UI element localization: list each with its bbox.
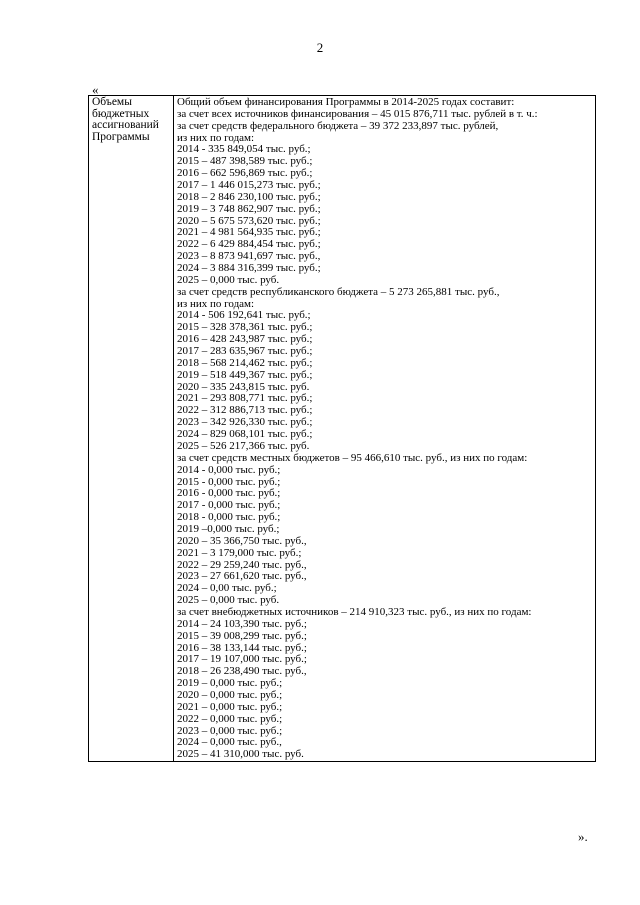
funding-line: 2018 – 2 846 230,100 тыс. руб.; [177, 191, 321, 203]
funding-line: 2020 – 335 243,815 тыс. руб. [177, 381, 310, 393]
funding-line: 2015 – 328 378,361 тыс. руб.; [177, 322, 313, 334]
funding-line: 2023 – 27 661,620 тыс. руб., [177, 571, 307, 583]
closing-quote-mark: ». [578, 829, 588, 844]
funding-line: 2024 – 829 068,101 тыс. руб.; [177, 429, 313, 441]
funding-line: 2016 – 38 133,144 тыс. руб.; [177, 642, 307, 654]
row-label-line: Программы [92, 130, 150, 143]
funding-table [88, 95, 596, 762]
row-label-line: ассигнований [92, 119, 159, 132]
funding-line: из них по годам: [177, 132, 255, 144]
funding-line: 2020 – 0,000 тыс. руб.; [177, 689, 283, 701]
funding-line: 2019 – 3 748 862,907 тыс. руб.; [177, 203, 321, 215]
row-label-cell [89, 96, 174, 762]
funding-line: 2023 – 0,000 тыс. руб.; [177, 725, 283, 737]
funding-line: 2017 - 0,000 тыс. руб.; [177, 500, 281, 512]
funding-line: 2020 – 5 675 573,620 тыс. руб.; [177, 215, 321, 227]
funding-line: 2022 – 0,000 тыс. руб.; [177, 713, 283, 725]
funding-line: 2025 – 526 217,366 тыс. руб. [177, 440, 310, 452]
opening-quote-mark: « [92, 82, 99, 97]
funding-line: 2022 – 29 259,240 тыс. руб., [177, 559, 307, 571]
funding-line: 2022 – 312 886,713 тыс. руб.; [177, 405, 313, 417]
funding-line: 2021 – 293 808,771 тыс. руб.; [177, 393, 313, 405]
funding-line: 2025 – 41 310,000 тыс. руб. [177, 749, 304, 761]
funding-line: 2022 – 6 429 884,454 тыс. руб.; [177, 239, 321, 251]
funding-row [89, 96, 596, 762]
funding-line: 2025 – 0,000 тыс. руб. [177, 595, 280, 607]
funding-line: 2024 – 3 884 316,399 тыс. руб.; [177, 263, 321, 275]
funding-line: 2019 – 518 449,367 тыс. руб.; [177, 369, 313, 381]
page-number: 2 [316, 40, 324, 55]
funding-line: за счет средств местных бюджетов – 95 466,610 тыс. руб., из них по годам: [177, 452, 528, 464]
funding-line: 2017 – 19 107,000 тыс. руб.; [177, 654, 307, 666]
funding-line: 2024 – 0,000 тыс. руб., [177, 737, 282, 749]
funding-line: за счет внебюджетных источников – 214 910,323 тыс. руб., из них по годам: [177, 606, 532, 618]
funding-line: 2025 – 0,000 тыс. руб. [177, 274, 280, 286]
row-label-line: Объемы [92, 96, 132, 108]
funding-line: 2023 – 8 873 941,697 тыс. руб., [177, 251, 321, 263]
funding-line: 2014 - 506 192,641 тыс. руб.; [177, 310, 311, 322]
funding-line: 2018 – 26 238,490 тыс. руб., [177, 666, 307, 678]
funding-line: 2015 – 39 008,299 тыс. руб.; [177, 630, 307, 642]
funding-line: 2015 - 0,000 тыс. руб.; [177, 476, 281, 488]
funding-line: Общий объем финансирования Программы в 2014-2025 годах составит: [177, 97, 515, 108]
funding-line: 2023 – 342 926,330 тыс. руб.; [177, 417, 313, 429]
funding-line: 2015 – 487 398,589 тыс. руб.; [177, 156, 313, 168]
funding-line: 2016 – 428 243,987 тыс. руб.; [177, 334, 313, 346]
funding-line: 2016 – 662 596,869 тыс. руб.; [177, 168, 313, 180]
funding-line: 2014 - 0,000 тыс. руб.; [177, 464, 281, 476]
funding-line: 2018 - 0,000 тыс. руб.; [177, 512, 281, 524]
funding-line: 2019 –0,000 тыс. руб.; [177, 523, 280, 535]
funding-line: 2016 - 0,000 тыс. руб.; [177, 488, 281, 500]
funding-line: 2021 – 0,000 тыс. руб.; [177, 701, 283, 713]
funding-line: 2020 – 35 366,750 тыс. руб., [177, 535, 307, 547]
funding-line: за счет всех источников финансирования – 45 015 876,711 тыс. рублей в т. ч.: [177, 108, 538, 120]
funding-details-cell [174, 96, 596, 762]
funding-line: 2018 – 568 214,462 тыс. руб.; [177, 357, 313, 369]
funding-line: 2021 – 4 981 564,935 тыс. руб.; [177, 227, 321, 239]
funding-line: за счет средств республиканского бюджета – 5 273 265,881 тыс. руб., [177, 286, 500, 298]
funding-line: 2017 – 283 635,967 тыс. руб.; [177, 346, 313, 358]
row-label-line: бюджетных [92, 107, 150, 120]
funding-line: за счет средств федерального бюджета – 39 372 233,897 тыс. рублей, [177, 120, 499, 132]
funding-line: 2021 – 3 179,000 тыс. руб.; [177, 547, 302, 559]
funding-line: из них по годам: [177, 298, 255, 310]
funding-line: 2017 – 1 446 015,273 тыс. руб.; [177, 180, 321, 192]
funding-line: 2014 - 335 849,054 тыс. руб.; [177, 144, 311, 156]
funding-line: 2014 – 24 103,390 тыс. руб.; [177, 618, 307, 630]
funding-line: 2019 – 0,000 тыс. руб.; [177, 678, 283, 690]
funding-line: 2024 – 0,00 тыс. руб.; [177, 583, 277, 595]
